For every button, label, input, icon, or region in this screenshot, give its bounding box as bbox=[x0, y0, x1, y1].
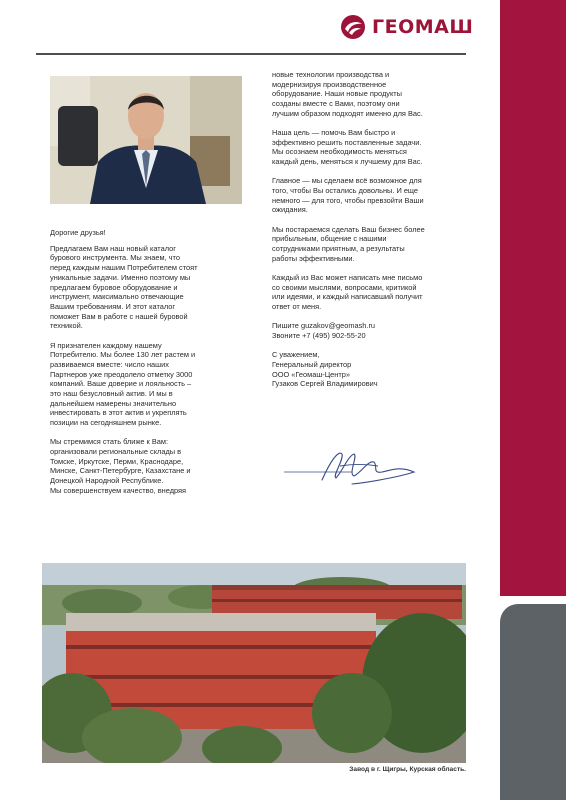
letter-paragraph: Я признателен каждому нашему Потребителю. Мы более 130 лет растем и развиваемся вместе: число наших Партнеров уже преодолело отметку 3000 компаний. Ваше доверие и лояльность – это наш безусловный актив. И мы в дальнейшем намерены значительно инвестировать в этот актив и укреплять позиции на сегодняшнем рынке. bbox=[50, 340, 196, 428]
brand-logo bbox=[340, 14, 490, 40]
letter-paragraph: Наша цель — помочь Вам быстро и эффективно решить поставленные задачи. Мы осознаем необходимость меняться каждый день, меняться к лучшему для Вас. bbox=[272, 128, 423, 167]
letter-greeting: Дорогие друзья! bbox=[50, 228, 106, 237]
letter-paragraph: Предлагаем Вам наш новый каталог бурового инструмента. Мы знаем, что перед каждым нашим Потребителем стоят уникальные задачи. Именно поэтому мы предлагаем буровое оборудование и инструмент, максимально отвечающие Вашим требованиям. И этот каталог поможет Вам в работе с нашей буровой техникой. bbox=[50, 243, 198, 331]
letter-contacts: Пишите guzakov@geomash.ru Звоните +7 (495) 902-55-20 bbox=[272, 321, 376, 340]
letter-paragraph: Главное — мы сделаем всё возможное для того, чтобы Вы остались довольны. И еще немного — для того, чтобы превзойти Ваши ожидания. bbox=[272, 176, 424, 215]
geomash-logo-icon bbox=[340, 14, 366, 40]
header-rule bbox=[36, 53, 466, 55]
letter-right-column bbox=[272, 70, 472, 398]
side-band-gray bbox=[500, 604, 566, 800]
side-band-red bbox=[500, 0, 566, 596]
factory-photo bbox=[42, 563, 466, 763]
letter-paragraph: Мы постараемся сделать Ваш бизнес более прибыльным, общение с нашими сотрудниками приятным, а результаты работы эффективными. bbox=[272, 224, 425, 263]
letter-paragraph: Мы стремимся стать ближе к Вам: организовали региональные склады в Томске, Иркутске, Перми, Краснодаре, Минске, Санкт-Петербурге, Казахстане и Донецкой Народной Республике. Мы совершенствуем качество, внедряя bbox=[50, 437, 191, 495]
director-portrait bbox=[50, 76, 242, 204]
photo-caption: Завод в г. Щигры, Курская область. bbox=[349, 766, 466, 773]
letter-left-column bbox=[50, 228, 250, 505]
letter-paragraph: новые технологии производства и модернизируя производственное оборудование. Наши новые продукты созданы вместе с Вами, поэтому они лучшим образом подходят именно для Вас. bbox=[272, 70, 423, 118]
handwritten-signature bbox=[282, 442, 422, 492]
brand-name: ГЕОМАШ bbox=[372, 16, 474, 38]
letter-paragraph: Каждый из Вас может написать мне письмо со своими мыслями, вопросами, критикой или идеями, и каждый написавший получит ответ от меня. bbox=[272, 272, 423, 312]
letter-signoff: С уважением, Генеральный директор ООО «Геомаш-Центр» Гузаков Сергей Владимирович bbox=[272, 350, 378, 389]
